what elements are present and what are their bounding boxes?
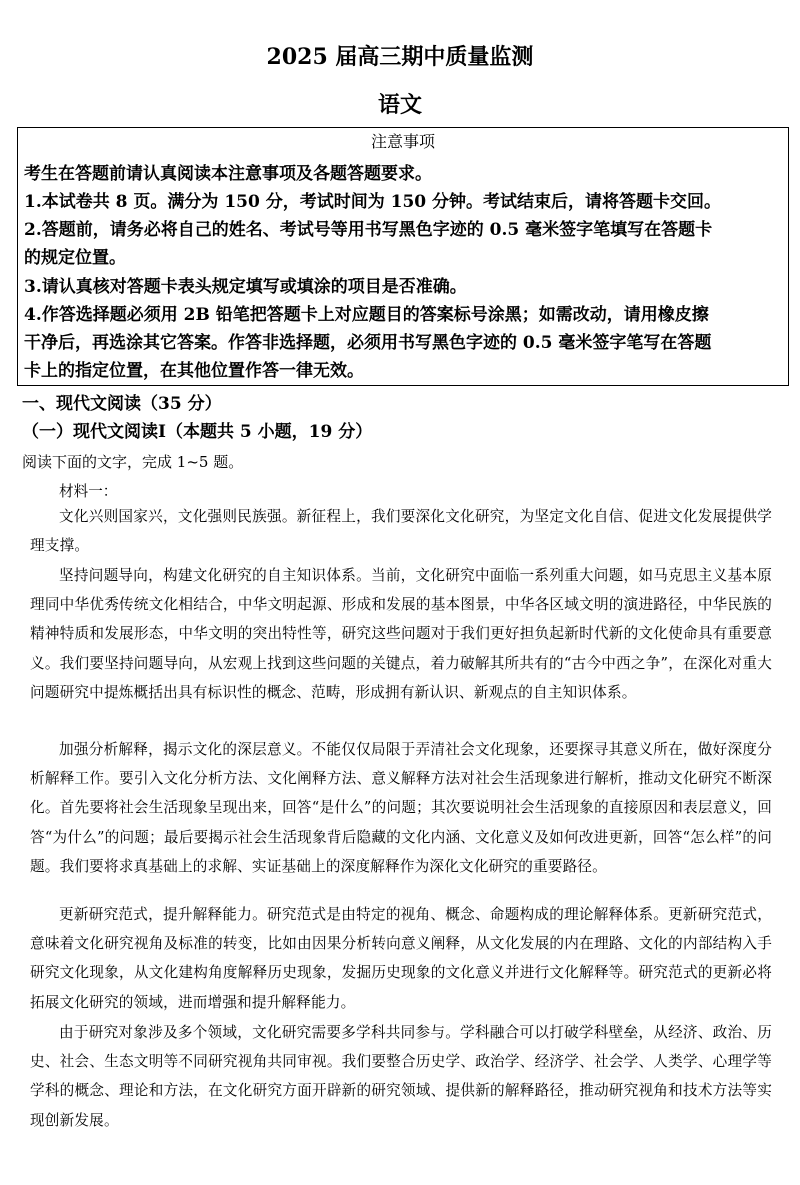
exam-title: 2025 届高三期中质量监测 — [266, 44, 534, 70]
notice-line: 4.作答选择题必须用 2B 铅笔把答题卡上对应题目的答案标号涂黑；如需改动，请用橡皮擦 — [24, 305, 709, 325]
notice-line: 考生在答题前请认真阅读本注意事项及各题答题要求。 — [24, 164, 432, 184]
article-paragraph: 坚持问题导向，构建文化研究的自主知识体系。当前，文化研究中面临一系列重大问题，如马克思主义基本原理同中华优秀传统文化相结合，中华文明起源、形成和发展的基本图景，中华各区域文明的演进路径，中华民族的精神特质和发展形态，中华文明的突出特性等，研究这些问题对于我们更好担负起新时代新的文化使命具有重要意义。我们要坚持问题导向，从宏观上找到这些问题的关键点，着力破解其所共有的“古今中西之争”，在深化对重大问题研究中提炼概括出具有标识性的概念、范畴，形成拥有新认识、新观点的自主知识体系。 — [30, 567, 772, 701]
article-paragraph: 更新研究范式，提升解释能力。研究范式是由特定的视角、概念、命题构成的理论解释体系。更新研究范式，意味着文化研究视角及标准的转变，比如由因果分析转向意义阐释，从文化发展的内在理路、文化的内部结构入手研究文化现象，从文化建构角度解释历史现象，发掘历史现象的文化意义并进行文化解释等。研究范式的更新必将拓展文化研究的领域，进而增强和提升解释能力。 — [30, 906, 772, 1011]
notice-line: 的规定位置。 — [24, 248, 126, 268]
notice-box — [17, 127, 789, 386]
notice-line: 1.本试卷共 8 页。满分为 150 分，考试时间为 150 分钟。考试结束后，请将答题卡交回。 — [24, 192, 722, 212]
subsection-heading: （一）现代文阅读Ⅰ（本题共 5 小题，19 分） — [22, 422, 373, 442]
notice-line: 2.答题前，请务必将自己的姓名、考试号等用书写黑色字迹的 0.5 毫米签字笔填写在答题卡 — [24, 220, 713, 240]
notice-line: 3.请认真核对答题卡表头规定填写或填涂的项目是否准确。 — [24, 277, 467, 297]
article-paragraph: 文化兴则国家兴，文化强则民族强。新征程上，我们要深化文化研究，为坚定文化自信、促进文化发展提供学理支撑。 — [30, 508, 772, 555]
material-label: 材料一： — [59, 483, 118, 500]
notice-line: 干净后，再选涂其它答案。作答非选择题，必须用书写黑色字迹的 0.5 毫米签字笔写在答题 — [24, 333, 712, 353]
article-paragraph: 加强分析解释，揭示文化的深层意义。不能仅仅局限于弄清社会文化现象，还要探寻其意义所在，做好深度分析解释工作。要引入文化分析方法、文化阐释方法、意义解释方法对社会生活现象进行解析，推动文化研究不断深化。首先要将社会生活现象呈现出来，回答“是什么”的问题；其次要说明社会生活现象的直接原因和表层意义，回答“为什么”的问题；最后要揭示社会生活现象背后隐藏的文化内涵、文化意义及如何改进更新，回答“怎么样”的问题。我们要将求真基础上的求解、实证基础上的深度解释作为深化文化研究的重要路径。 — [30, 741, 772, 875]
notice-title: 注意事项 — [370, 132, 435, 151]
article-paragraph: 由于研究对象涉及多个领域，文化研究需要多学科共同参与。学科融合可以打破学科壁垒，从经济、政治、历史、社会、生态文明等不同研究视角共同审视。我们要整合历史学、政治学、经济学、社会学、人类学、心理学等学科的概念、理论和方法，在文化研究方面开辟新的研究领域、提供新的解释路径，推动研究视角和技术方法等实现创新发展。 — [30, 1024, 772, 1129]
reading-instruction: 阅读下面的文字，完成 1~5 题。 — [22, 453, 244, 471]
subject-title: 语文 — [377, 92, 422, 118]
section-heading: 一、现代文阅读（35 分） — [22, 394, 222, 414]
notice-line: 卡上的指定位置，在其他位置作答一律无效。 — [24, 361, 364, 381]
